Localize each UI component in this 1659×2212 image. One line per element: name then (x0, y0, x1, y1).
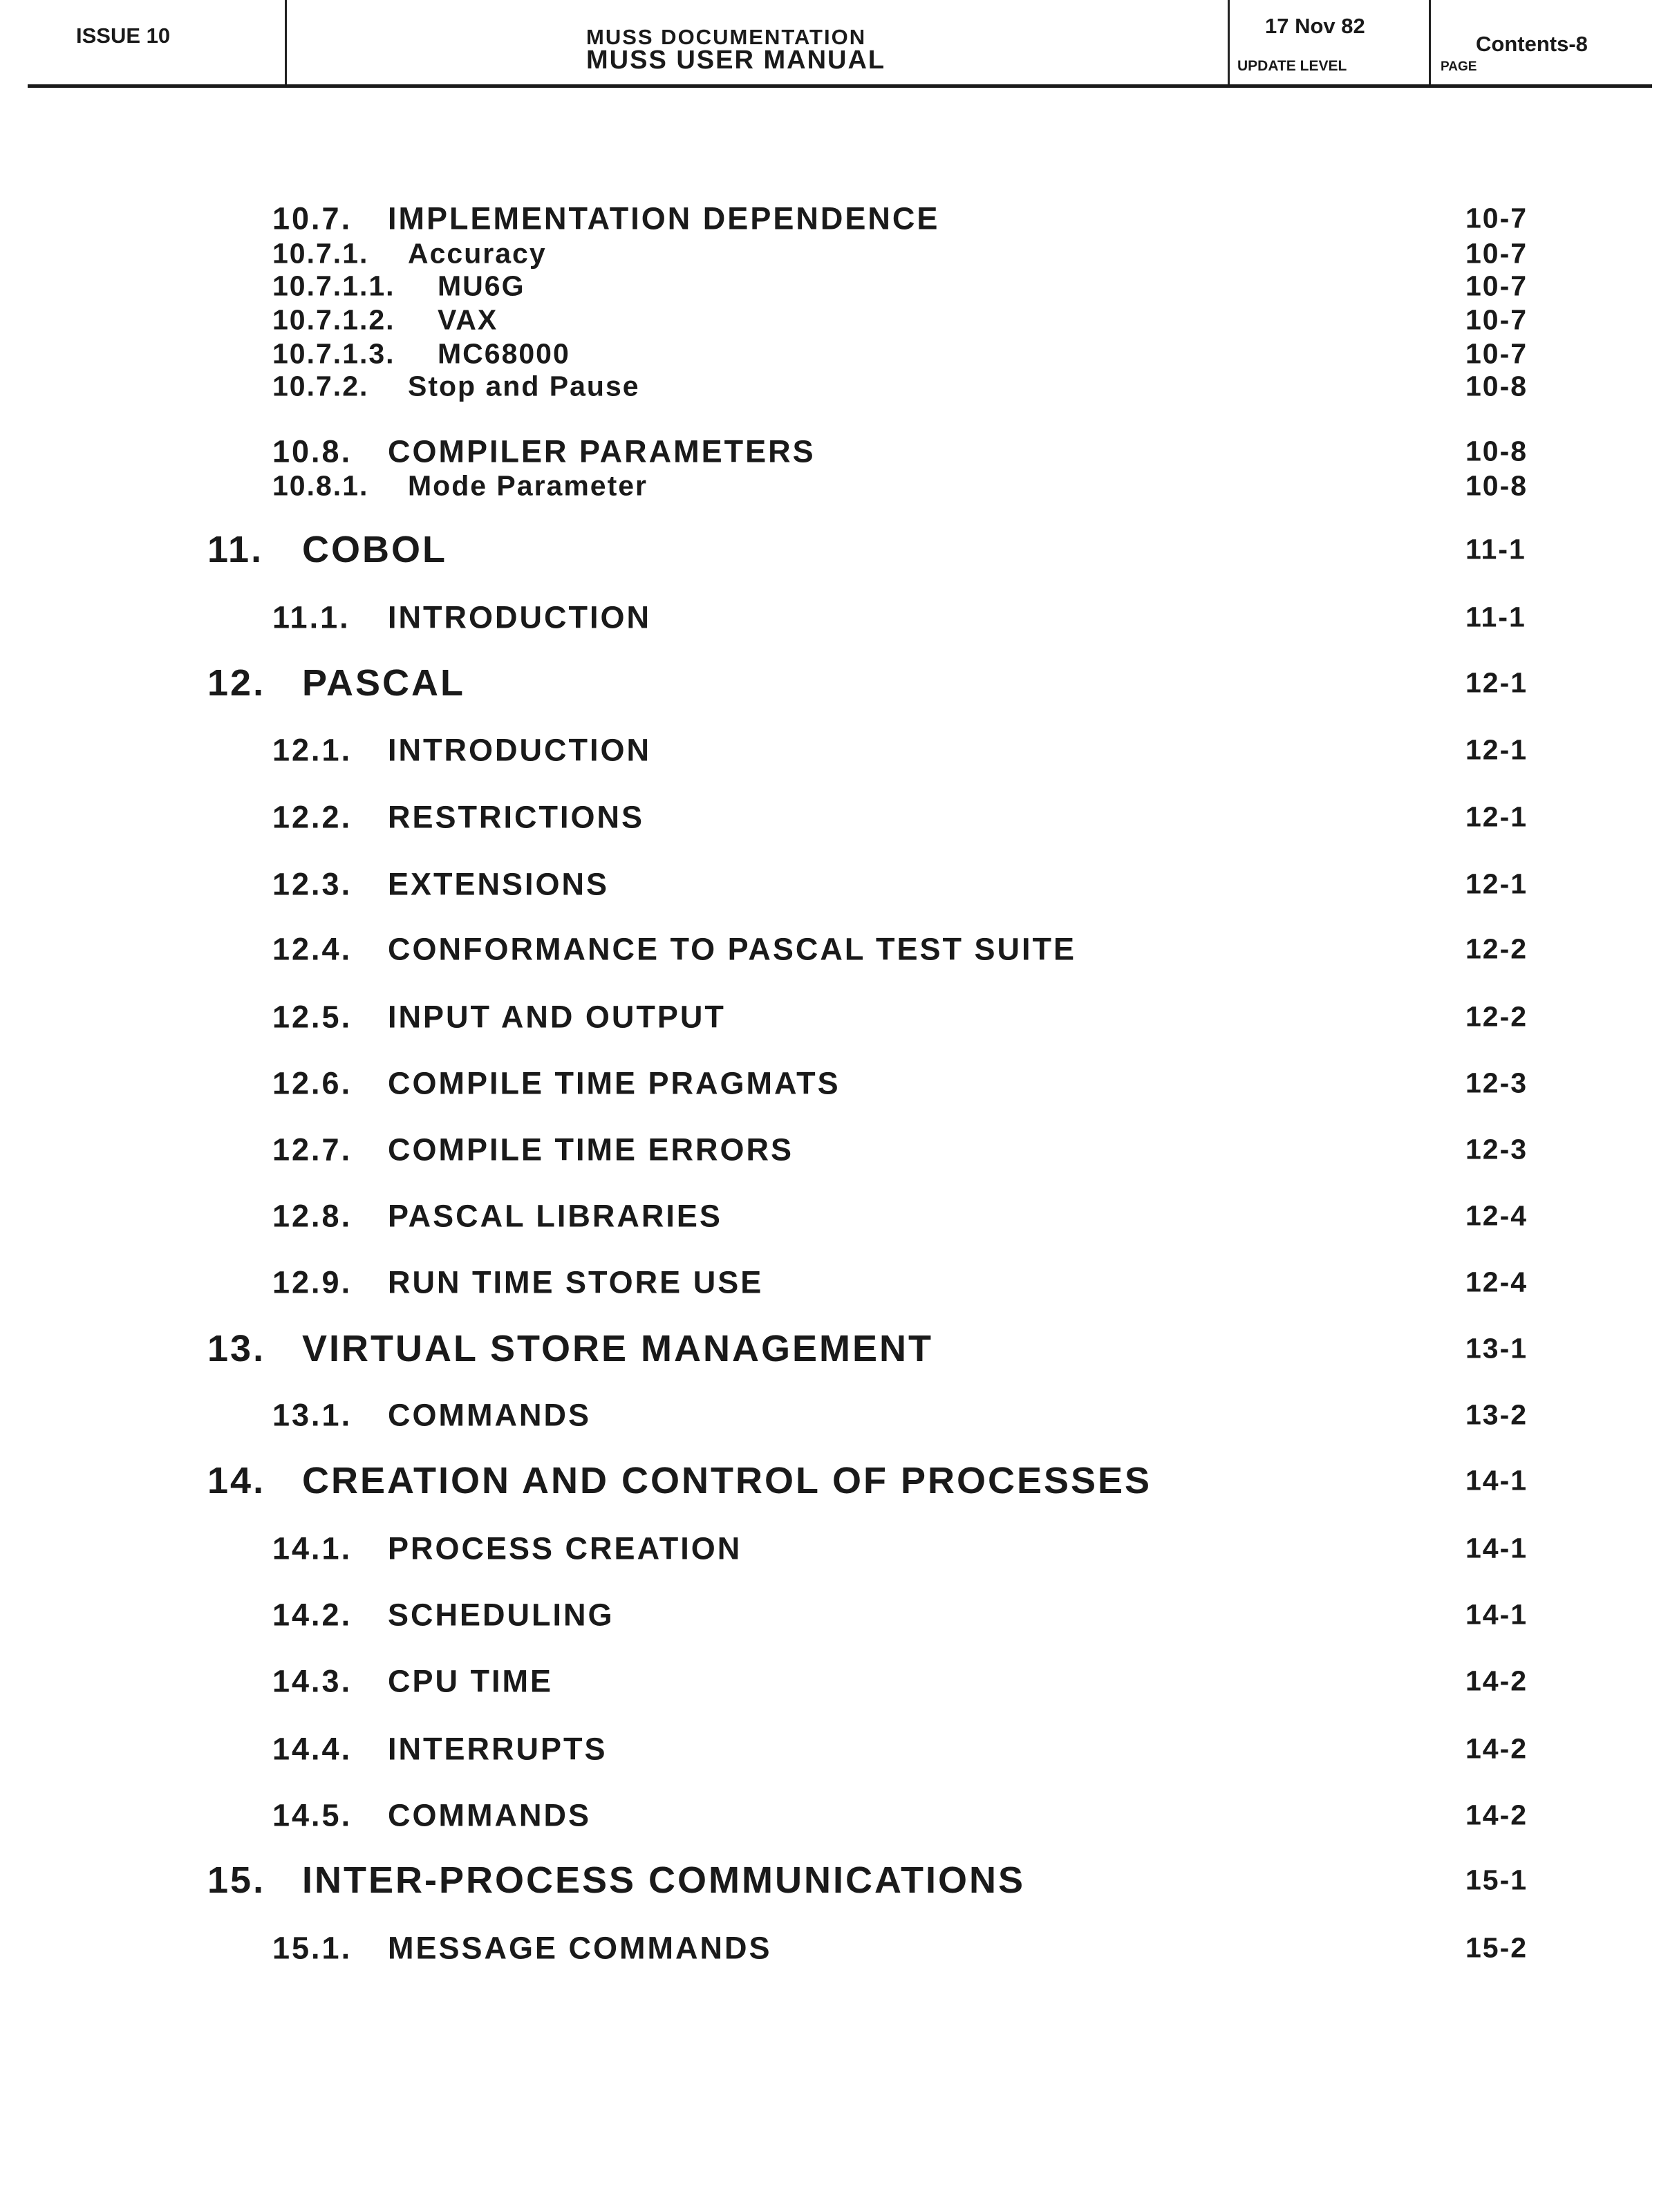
update-date: 17 Nov 82 (1265, 14, 1365, 38)
toc-entry (0, 1859, 1659, 1922)
toc-entry (0, 370, 1659, 428)
toc-entry-title: RESTRICTIONS (388, 799, 645, 835)
toc-entry-title: COMPILE TIME ERRORS (388, 1132, 794, 1168)
toc-entry-number: 12.9. (272, 1264, 353, 1300)
page-label: PAGE (1441, 59, 1477, 74)
toc-entry-page: 14-2 (1465, 1665, 1528, 1697)
toc-entry (0, 1460, 1659, 1522)
toc-entry-number: 14.2. (272, 1597, 353, 1633)
toc-entry-number: 12.5. (272, 999, 353, 1035)
toc-entry-title: INTER-PROCESS COMMUNICATIONS (302, 1859, 1026, 1901)
toc-entry-title: CONFORMANCE TO PASCAL TEST SUITE (388, 931, 1077, 967)
toc-entry-number: 10.7. (272, 200, 353, 236)
toc-entry-title: Accuracy (408, 237, 547, 270)
toc-entry-title: INTRODUCTION (388, 599, 651, 635)
toc-entry-number: 10.8. (272, 433, 353, 469)
toc-entry (0, 469, 1659, 527)
toc-entry-title: COMMANDS (388, 1797, 591, 1833)
toc-entry (0, 1264, 1659, 1324)
toc-entry-title: MC68000 (438, 337, 570, 370)
toc-entry-title: VIRTUAL STORE MANAGEMENT (302, 1328, 934, 1369)
toc-entry-number: 10.7.1.2. (272, 303, 395, 336)
toc-entry-title: INPUT AND OUTPUT (388, 999, 726, 1035)
toc-entry (0, 799, 1659, 859)
toc-entry (0, 1731, 1659, 1790)
toc-entry-number: 13. (207, 1328, 266, 1369)
toc-entry-page: 15-1 (1465, 1864, 1528, 1896)
toc-entry-title: MESSAGE COMMANDS (388, 1930, 772, 1966)
toc-entry-page: 10-7 (1465, 237, 1528, 270)
toc-entry (0, 529, 1659, 591)
toc-entry-title: INTRODUCTION (388, 732, 651, 768)
toc-entry-number: 14.3. (272, 1663, 353, 1699)
toc-entry-page: 12-1 (1465, 800, 1528, 833)
toc-entry-title: INTERRUPTS (388, 1731, 608, 1767)
toc-entry-title: COBOL (302, 529, 447, 570)
toc-entry-page: 14-2 (1465, 1732, 1528, 1765)
toc-entry (0, 1597, 1659, 1656)
toc-entry-title: EXTENSIONS (388, 866, 610, 902)
toc-entry-page: 12-1 (1465, 733, 1528, 766)
toc-entry-page: 14-1 (1465, 1598, 1528, 1631)
toc-entry-number: 10.7.2. (272, 370, 369, 402)
toc-entry-number: 12.8. (272, 1198, 353, 1234)
toc-entry-page: 15-2 (1465, 1931, 1528, 1964)
toc-entry-number: 12.6. (272, 1065, 353, 1101)
toc-entry-number: 12.7. (272, 1132, 353, 1168)
toc-entry-number: 10.7.1.1. (272, 270, 395, 302)
toc-entry-number: 12.2. (272, 799, 353, 835)
header-divider (285, 0, 287, 84)
toc-entry-number: 14. (207, 1460, 266, 1501)
toc-entry-number: 15. (207, 1859, 266, 1901)
toc-entry-number: 11.1. (272, 599, 350, 635)
toc-entry-title: PROCESS CREATION (388, 1530, 742, 1566)
toc-entry-title: CPU TIME (388, 1663, 554, 1699)
toc-entry-number: 12. (207, 662, 266, 704)
toc-entry-page: 12-1 (1465, 868, 1528, 900)
toc-entry (0, 1132, 1659, 1191)
toc-entry-page: 10-8 (1465, 435, 1528, 467)
toc-entry-page: 13-1 (1465, 1332, 1528, 1365)
toc-entry-title: Mode Parameter (408, 469, 648, 502)
toc-entry-title: CREATION AND CONTROL OF PROCESSES (302, 1460, 1152, 1501)
toc-entry-title: COMPILER PARAMETERS (388, 433, 816, 469)
toc-entry-page: 14-1 (1465, 1532, 1528, 1564)
toc-entry-number: 15.1. (272, 1930, 353, 1966)
toc-entry-number: 12.1. (272, 732, 353, 768)
toc-entry-page: 10-7 (1465, 337, 1528, 370)
header-divider (1429, 0, 1431, 84)
toc-entry-page: 12-3 (1465, 1133, 1528, 1165)
toc-entry-page: 11-1 (1465, 533, 1526, 565)
toc-entry (0, 662, 1659, 724)
update-level-label: UPDATE LEVEL (1237, 58, 1347, 74)
toc-entry-page: 14-1 (1465, 1464, 1528, 1497)
toc-entry-page: 10-7 (1465, 202, 1528, 234)
toc-entry-page: 13-2 (1465, 1398, 1528, 1431)
toc-entry-number: 14.4. (272, 1731, 353, 1767)
toc-entry (0, 1530, 1659, 1590)
toc-entry-title: PASCAL LIBRARIES (388, 1198, 722, 1234)
toc-entry-number: 11. (207, 529, 264, 570)
toc-entry-page: 10-8 (1465, 469, 1528, 502)
toc-entry-title: RUN TIME STORE USE (388, 1264, 764, 1300)
toc-entry-number: 13.1. (272, 1397, 353, 1433)
toc-entry-number: 12.3. (272, 866, 353, 902)
page-number: Contents-8 (1476, 32, 1588, 56)
toc-entry (0, 1663, 1659, 1723)
toc-entry (0, 1328, 1659, 1390)
toc-entry-title: COMMANDS (388, 1397, 591, 1433)
toc-entry-title: MU6G (438, 270, 525, 302)
toc-entry-page: 10-8 (1465, 370, 1528, 402)
issue-label: ISSUE 10 (76, 24, 171, 48)
header-divider (1228, 0, 1230, 84)
toc-entry-page: 12-1 (1465, 666, 1528, 699)
toc-entry-title: SCHEDULING (388, 1597, 615, 1633)
toc-entry-page: 12-4 (1465, 1266, 1528, 1298)
toc-entry-number: 12.4. (272, 931, 353, 967)
toc-entry-title: PASCAL (302, 662, 466, 704)
toc-entry-number: 10.7.1.3. (272, 337, 395, 370)
toc-entry-number: 14.5. (272, 1797, 353, 1833)
toc-entry-page: 12-2 (1465, 932, 1528, 965)
toc-entry-title: COMPILE TIME PRAGMATS (388, 1065, 841, 1101)
toc-entry (0, 1397, 1659, 1456)
doc-series-title: MUSS DOCUMENTATION (586, 25, 867, 49)
toc-entry (0, 931, 1659, 991)
toc-entry (0, 1797, 1659, 1857)
doc-title: MUSS USER MANUAL (586, 46, 886, 75)
toc-entry-title: Stop and Pause (408, 370, 640, 402)
toc-entry-page: 12-4 (1465, 1199, 1528, 1232)
toc-entry-number: 10.8.1. (272, 469, 369, 502)
toc-entry (0, 866, 1659, 926)
toc-entry-number: 10.7.1. (272, 237, 369, 270)
toc-entry-page: 11-1 (1465, 601, 1526, 633)
toc-entry-page: 10-7 (1465, 303, 1528, 336)
toc-entry (0, 1930, 1659, 1989)
toc-entry-number: 14.1. (272, 1530, 353, 1566)
toc-entry-title: VAX (438, 303, 498, 336)
toc-entry-page: 12-2 (1465, 1000, 1528, 1033)
toc-entry-page: 14-2 (1465, 1799, 1528, 1831)
toc-entry-page: 10-7 (1465, 270, 1528, 302)
toc-entry (0, 732, 1659, 791)
toc-entry-page: 12-3 (1465, 1067, 1528, 1099)
toc-entry (0, 1065, 1659, 1125)
toc-entry (0, 1198, 1659, 1257)
toc-entry (0, 599, 1659, 659)
header-rule (28, 84, 1652, 88)
toc-entry (0, 999, 1659, 1058)
toc-entry-title: IMPLEMENTATION DEPENDENCE (388, 200, 940, 236)
